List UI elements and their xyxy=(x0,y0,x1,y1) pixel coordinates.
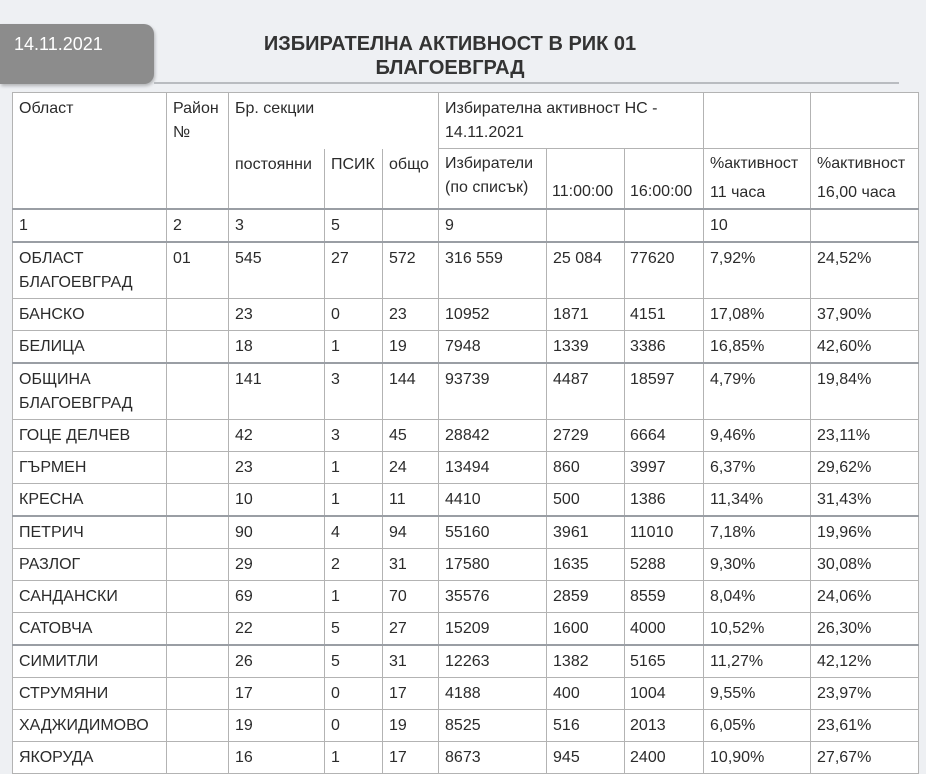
sub-header-time-11: 11:00:00 xyxy=(547,149,625,210)
cell-p11: 7,92% xyxy=(704,242,811,299)
sub-header-voters: Избиратели (по списък) xyxy=(439,149,547,210)
cell-psik: 3 xyxy=(325,420,383,452)
cell-perm: 42 xyxy=(229,420,325,452)
cell-p16: 26,30% xyxy=(811,613,919,646)
cell-t16: 18597 xyxy=(625,363,704,420)
cell-psik: 4 xyxy=(325,516,383,549)
cell-name: ГЪРМЕН xyxy=(13,452,167,484)
cell-p16: 42,12% xyxy=(811,645,919,678)
cell-name: САТОВЧА xyxy=(13,613,167,646)
cell-total: 23 xyxy=(383,299,439,331)
cell-raion xyxy=(167,516,229,549)
sub-header-pct-11-hours: 11 часа xyxy=(704,179,811,209)
cell-t16: 5288 xyxy=(625,549,704,581)
sub-header-pct-16: %активност xyxy=(811,149,919,180)
cell-psik: 0 xyxy=(325,678,383,710)
cell-total: 31 xyxy=(383,645,439,678)
cell-raion xyxy=(167,613,229,646)
col-header-activity: Избирателна активност НС - 14.11.2021 xyxy=(439,93,704,149)
cell-name: БЕЛИЦА xyxy=(13,331,167,364)
sub-header-time-16: 16:00:00 xyxy=(625,149,704,210)
cell-voters: 35576 xyxy=(439,581,547,613)
cell-raion xyxy=(167,645,229,678)
cell-t11: 4487 xyxy=(547,363,625,420)
table-row xyxy=(13,710,919,742)
cell-p16: 37,90% xyxy=(811,299,919,331)
sub-header-permanent: постоянни xyxy=(229,149,325,210)
sub-header-pct-16-hours: 16,00 часа xyxy=(811,179,919,209)
cell-t16: 4151 xyxy=(625,299,704,331)
table-row xyxy=(13,645,919,678)
col-header-oblast: Област xyxy=(13,93,167,210)
cell-t16: 3997 xyxy=(625,452,704,484)
cell-t16: 1004 xyxy=(625,678,704,710)
table-row xyxy=(13,363,919,420)
cell-psik: 1 xyxy=(325,452,383,484)
cell-p16: 23,61% xyxy=(811,710,919,742)
cell-voters: 15209 xyxy=(439,613,547,646)
col-num-3: 3 xyxy=(229,209,325,242)
cell-t16: 4000 xyxy=(625,613,704,646)
cell-t11: 1871 xyxy=(547,299,625,331)
cell-perm: 22 xyxy=(229,613,325,646)
cell-p11: 16,85% xyxy=(704,331,811,364)
turnout-table xyxy=(12,92,919,774)
cell-raion xyxy=(167,710,229,742)
cell-voters: 17580 xyxy=(439,549,547,581)
column-number-row xyxy=(13,209,919,242)
cell-total: 94 xyxy=(383,516,439,549)
cell-voters: 28842 xyxy=(439,420,547,452)
cell-raion xyxy=(167,331,229,364)
cell-voters: 13494 xyxy=(439,452,547,484)
cell-psik: 1 xyxy=(325,742,383,774)
col-num-9: 10 xyxy=(704,209,811,242)
col-num-5 xyxy=(383,209,439,242)
cell-psik: 1 xyxy=(325,581,383,613)
cell-p16: 24,52% xyxy=(811,242,919,299)
cell-t16: 77620 xyxy=(625,242,704,299)
cell-voters: 10952 xyxy=(439,299,547,331)
cell-raion xyxy=(167,452,229,484)
date-badge xyxy=(0,24,154,84)
cell-psik: 5 xyxy=(325,645,383,678)
cell-name: СИМИТЛИ xyxy=(13,645,167,678)
cell-p11: 9,30% xyxy=(704,549,811,581)
cell-total: 572 xyxy=(383,242,439,299)
cell-voters: 8525 xyxy=(439,710,547,742)
cell-p16: 29,62% xyxy=(811,452,919,484)
cell-perm: 90 xyxy=(229,516,325,549)
cell-voters: 55160 xyxy=(439,516,547,549)
cell-voters: 316 559 xyxy=(439,242,547,299)
cell-t16: 11010 xyxy=(625,516,704,549)
cell-t11: 25 084 xyxy=(547,242,625,299)
report-date: 14.11.2021 xyxy=(14,34,103,54)
cell-name: САНДАНСКИ xyxy=(13,581,167,613)
cell-perm: 545 xyxy=(229,242,325,299)
cell-t11: 1600 xyxy=(547,613,625,646)
cell-raion xyxy=(167,678,229,710)
cell-p11: 10,52% xyxy=(704,613,811,646)
sub-header-pct-11: %активност xyxy=(704,149,811,180)
cell-p16: 23,11% xyxy=(811,420,919,452)
cell-perm: 23 xyxy=(229,452,325,484)
cell-voters: 12263 xyxy=(439,645,547,678)
cell-t11: 945 xyxy=(547,742,625,774)
col-header-empty-2 xyxy=(811,93,919,149)
table-row xyxy=(13,484,919,517)
cell-total: 17 xyxy=(383,678,439,710)
cell-perm: 141 xyxy=(229,363,325,420)
cell-t11: 500 xyxy=(547,484,625,517)
page-title-line2: БЛАГОЕВГРАД xyxy=(375,57,525,79)
cell-p11: 6,05% xyxy=(704,710,811,742)
cell-t11: 2729 xyxy=(547,420,625,452)
cell-perm: 26 xyxy=(229,645,325,678)
cell-name: КРЕСНА xyxy=(13,484,167,517)
cell-psik: 5 xyxy=(325,613,383,646)
table-row xyxy=(13,678,919,710)
cell-total: 31 xyxy=(383,549,439,581)
cell-voters: 4410 xyxy=(439,484,547,517)
cell-total: 24 xyxy=(383,452,439,484)
cell-raion xyxy=(167,484,229,517)
cell-name: ЯКОРУДА xyxy=(13,742,167,774)
cell-voters: 8673 xyxy=(439,742,547,774)
cell-p16: 19,84% xyxy=(811,363,919,420)
table-row xyxy=(13,299,919,331)
cell-t16: 2400 xyxy=(625,742,704,774)
cell-t11: 2859 xyxy=(547,581,625,613)
cell-psik: 27 xyxy=(325,242,383,299)
cell-perm: 16 xyxy=(229,742,325,774)
cell-p11: 9,55% xyxy=(704,678,811,710)
cell-p11: 8,04% xyxy=(704,581,811,613)
table-row xyxy=(13,452,919,484)
cell-t16: 8559 xyxy=(625,581,704,613)
cell-p16: 27,67% xyxy=(811,742,919,774)
cell-psik: 0 xyxy=(325,710,383,742)
cell-p11: 17,08% xyxy=(704,299,811,331)
cell-perm: 29 xyxy=(229,549,325,581)
table-row xyxy=(13,420,919,452)
col-header-raion: Район № xyxy=(167,93,229,210)
cell-t16: 3386 xyxy=(625,331,704,364)
cell-total: 70 xyxy=(383,581,439,613)
col-header-empty-1 xyxy=(704,93,811,149)
cell-name: ОБЩИНА БЛАГОЕВГРАД xyxy=(13,363,167,420)
col-num-1: 1 xyxy=(13,209,167,242)
cell-total: 17 xyxy=(383,742,439,774)
col-header-sections: Бр. секции xyxy=(229,93,439,149)
cell-raion xyxy=(167,420,229,452)
cell-total: 11 xyxy=(383,484,439,517)
cell-t16: 1386 xyxy=(625,484,704,517)
page-title-line1: ИЗБИРАТЕЛНА АКТИВНОСТ В РИК 01 xyxy=(263,33,637,55)
cell-voters: 7948 xyxy=(439,331,547,364)
cell-raion: 01 xyxy=(167,242,229,299)
cell-perm: 69 xyxy=(229,581,325,613)
cell-perm: 17 xyxy=(229,678,325,710)
cell-t11: 400 xyxy=(547,678,625,710)
cell-t11: 860 xyxy=(547,452,625,484)
cell-name: ОБЛАСТ БЛАГОЕВГРАД xyxy=(13,242,167,299)
cell-p16: 31,43% xyxy=(811,484,919,517)
table-row xyxy=(13,331,919,364)
cell-p16: 30,08% xyxy=(811,549,919,581)
cell-t11: 1635 xyxy=(547,549,625,581)
cell-perm: 18 xyxy=(229,331,325,364)
cell-total: 45 xyxy=(383,420,439,452)
cell-p16: 23,97% xyxy=(811,678,919,710)
cell-raion xyxy=(167,549,229,581)
cell-name: ГОЦЕ ДЕЛЧЕВ xyxy=(13,420,167,452)
cell-p11: 11,27% xyxy=(704,645,811,678)
table-row xyxy=(13,613,919,646)
cell-total: 144 xyxy=(383,363,439,420)
sub-header-psik: ПСИК xyxy=(325,149,383,210)
cell-perm: 23 xyxy=(229,299,325,331)
cell-t11: 516 xyxy=(547,710,625,742)
col-num-6: 9 xyxy=(439,209,547,242)
cell-voters: 4188 xyxy=(439,678,547,710)
table-row xyxy=(13,742,919,774)
cell-p11: 11,34% xyxy=(704,484,811,517)
col-num-10 xyxy=(811,209,919,242)
cell-name: ПЕТРИЧ xyxy=(13,516,167,549)
table-row xyxy=(13,516,919,549)
table-row xyxy=(13,549,919,581)
cell-total: 19 xyxy=(383,710,439,742)
header-row-1 xyxy=(13,93,919,149)
cell-voters: 93739 xyxy=(439,363,547,420)
sub-header-total: общо xyxy=(383,149,439,210)
cell-p16: 42,60% xyxy=(811,331,919,364)
cell-t11: 3961 xyxy=(547,516,625,549)
cell-psik: 2 xyxy=(325,549,383,581)
table-row xyxy=(13,242,919,299)
col-num-2: 2 xyxy=(167,209,229,242)
cell-raion xyxy=(167,299,229,331)
cell-psik: 1 xyxy=(325,484,383,517)
col-num-4: 5 xyxy=(325,209,383,242)
table-row xyxy=(13,581,919,613)
cell-raion xyxy=(167,363,229,420)
cell-p11: 6,37% xyxy=(704,452,811,484)
col-num-8 xyxy=(625,209,704,242)
title-divider xyxy=(154,82,899,84)
cell-psik: 3 xyxy=(325,363,383,420)
cell-name: ХАДЖИДИМОВО xyxy=(13,710,167,742)
page-title xyxy=(160,32,740,80)
cell-t16: 6664 xyxy=(625,420,704,452)
cell-name: РАЗЛОГ xyxy=(13,549,167,581)
cell-p11: 4,79% xyxy=(704,363,811,420)
cell-p11: 9,46% xyxy=(704,420,811,452)
cell-t11: 1382 xyxy=(547,645,625,678)
cell-total: 19 xyxy=(383,331,439,364)
cell-raion xyxy=(167,581,229,613)
cell-total: 27 xyxy=(383,613,439,646)
cell-perm: 19 xyxy=(229,710,325,742)
turnout-table-container xyxy=(12,92,918,774)
cell-p11: 10,90% xyxy=(704,742,811,774)
cell-p16: 24,06% xyxy=(811,581,919,613)
cell-name: БАНСКО xyxy=(13,299,167,331)
cell-raion xyxy=(167,742,229,774)
cell-perm: 10 xyxy=(229,484,325,517)
cell-p11: 7,18% xyxy=(704,516,811,549)
cell-p16: 19,96% xyxy=(811,516,919,549)
cell-psik: 1 xyxy=(325,331,383,364)
col-num-7 xyxy=(547,209,625,242)
cell-t16: 2013 xyxy=(625,710,704,742)
cell-name: СТРУМЯНИ xyxy=(13,678,167,710)
cell-psik: 0 xyxy=(325,299,383,331)
cell-t11: 1339 xyxy=(547,331,625,364)
cell-t16: 5165 xyxy=(625,645,704,678)
